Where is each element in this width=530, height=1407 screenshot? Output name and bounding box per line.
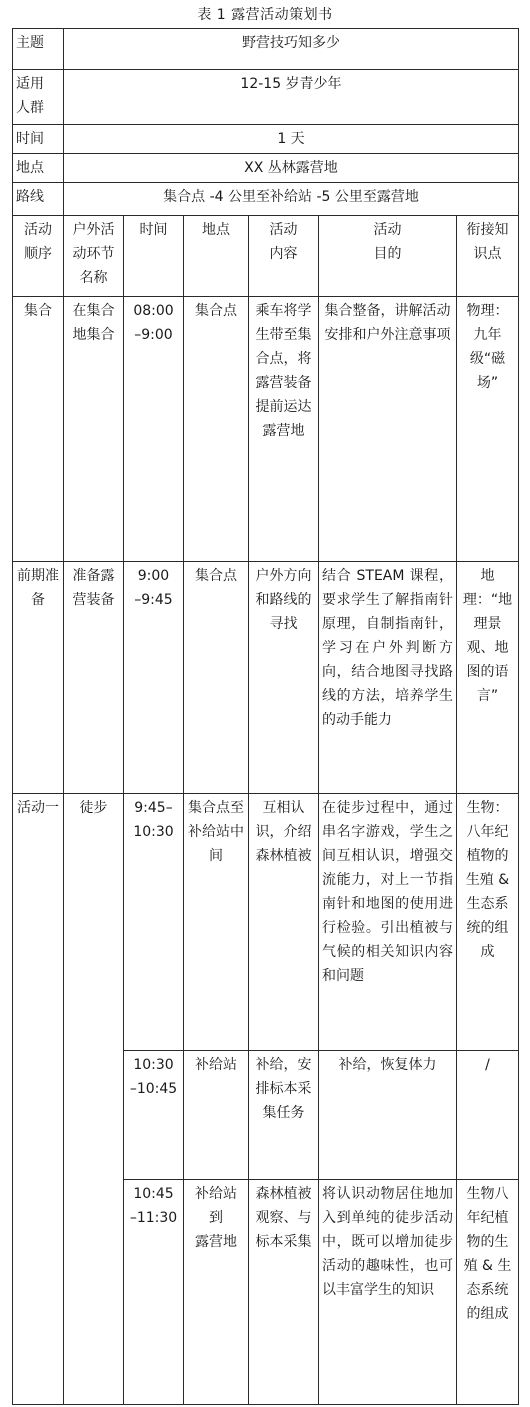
segment-cell: 准备露营装备	[64, 562, 124, 794]
place-cell: 集合点至补给站中间	[184, 794, 249, 1051]
route-label: 路线	[13, 183, 64, 216]
time-value: 1 天	[64, 125, 519, 154]
table-row	[13, 794, 519, 1051]
audience-label: 适用 人群	[13, 70, 64, 125]
time-cell: 9:00 –9:45	[124, 562, 184, 794]
time-cell: 08:00 –9:00	[124, 297, 184, 562]
table-row	[13, 562, 519, 794]
link-cell: /	[457, 1051, 519, 1180]
content-cell: 补给，安排标本采集任务	[249, 1051, 319, 1180]
time-label: 时间	[13, 125, 64, 154]
table-row	[13, 297, 519, 562]
place-cell: 集合点	[184, 297, 249, 562]
place-cell: 集合点	[184, 562, 249, 794]
place-label: 地点	[13, 154, 64, 183]
header-place: 地点	[184, 216, 249, 297]
link-cell: 地理：“地理景观、地图的语言”	[457, 562, 519, 794]
time-row	[13, 125, 519, 154]
table-caption: 表 1 露营活动策划书	[197, 7, 333, 23]
header-content: 活动 内容	[249, 216, 319, 297]
order-cell: 活动一	[13, 794, 64, 1405]
route-value: 集合点 -4 公里至补给站 -5 公里至露营地	[64, 183, 519, 216]
link-cell: 生物八年纪植物的生殖 & 生态系统的组成	[457, 1180, 519, 1405]
place-cell: 补给站	[184, 1051, 249, 1180]
link-cell: 物理：九年级“磁场”	[457, 297, 519, 562]
content-cell: 乘车将学生带至集合点，将露营装备提前运达露营地	[249, 297, 319, 562]
goal-cell: 结合 STEAM 课程，要求学生了解指南针原理，自制指南针，学习在户外判断方向，结合地图寻找路线的方法，培养学生的动手能力	[319, 562, 457, 794]
goal-cell: 将认识动物居住地加入到单纯的徒步活动中，既可以增加徒步活动的趣味性，也可以丰富学生的知识	[319, 1180, 457, 1405]
content-cell: 互相认识，介绍森林植被	[249, 794, 319, 1051]
audience-value: 12-15 岁青少年	[64, 70, 519, 125]
header-segment: 户外活 动环节 名称	[64, 216, 124, 297]
theme-label: 主题	[13, 29, 64, 70]
goal-cell: 在徒步过程中，通过串名字游戏，学生之间互相认识，增强交流能力，对上一节指南针和地图的使用进行检验。引出植被与气候的相关知识内容和问题	[319, 794, 457, 1051]
order-cell: 前期准备	[13, 562, 64, 794]
time-cell: 9:45– 10:30	[124, 794, 184, 1051]
content-cell: 户外方向和路线的寻找	[249, 562, 319, 794]
order-cell: 集合	[13, 297, 64, 562]
camping-plan-table	[12, 28, 519, 1405]
theme-value: 野营技巧知多少	[64, 29, 519, 70]
place-cell: 补给站 到 露营地	[184, 1180, 249, 1405]
goal-cell: 集合整备，讲解活动安排和户外注意事项	[319, 297, 457, 562]
route-row	[13, 183, 519, 216]
audience-row	[13, 70, 519, 125]
header-link: 衔接知 识点	[457, 216, 519, 297]
time-cell: 10:30 –10:45	[124, 1051, 184, 1180]
place-row	[13, 154, 519, 183]
time-cell: 10:45 –11:30	[124, 1180, 184, 1405]
goal-cell: 补给，恢复体力	[319, 1051, 457, 1180]
theme-row	[13, 29, 519, 70]
header-time: 时间	[124, 216, 184, 297]
header-row	[13, 216, 519, 297]
place-value: XX 丛林露营地	[64, 154, 519, 183]
content-cell: 森林植被观察、与标本采集	[249, 1180, 319, 1405]
header-goal: 活动 目的	[319, 216, 457, 297]
segment-cell: 徒步	[64, 794, 124, 1405]
header-order: 活动 顺序	[13, 216, 64, 297]
link-cell: 生物：八年纪植物的生殖 & 生态系统的组成	[457, 794, 519, 1051]
segment-cell: 在集合地集合	[64, 297, 124, 562]
